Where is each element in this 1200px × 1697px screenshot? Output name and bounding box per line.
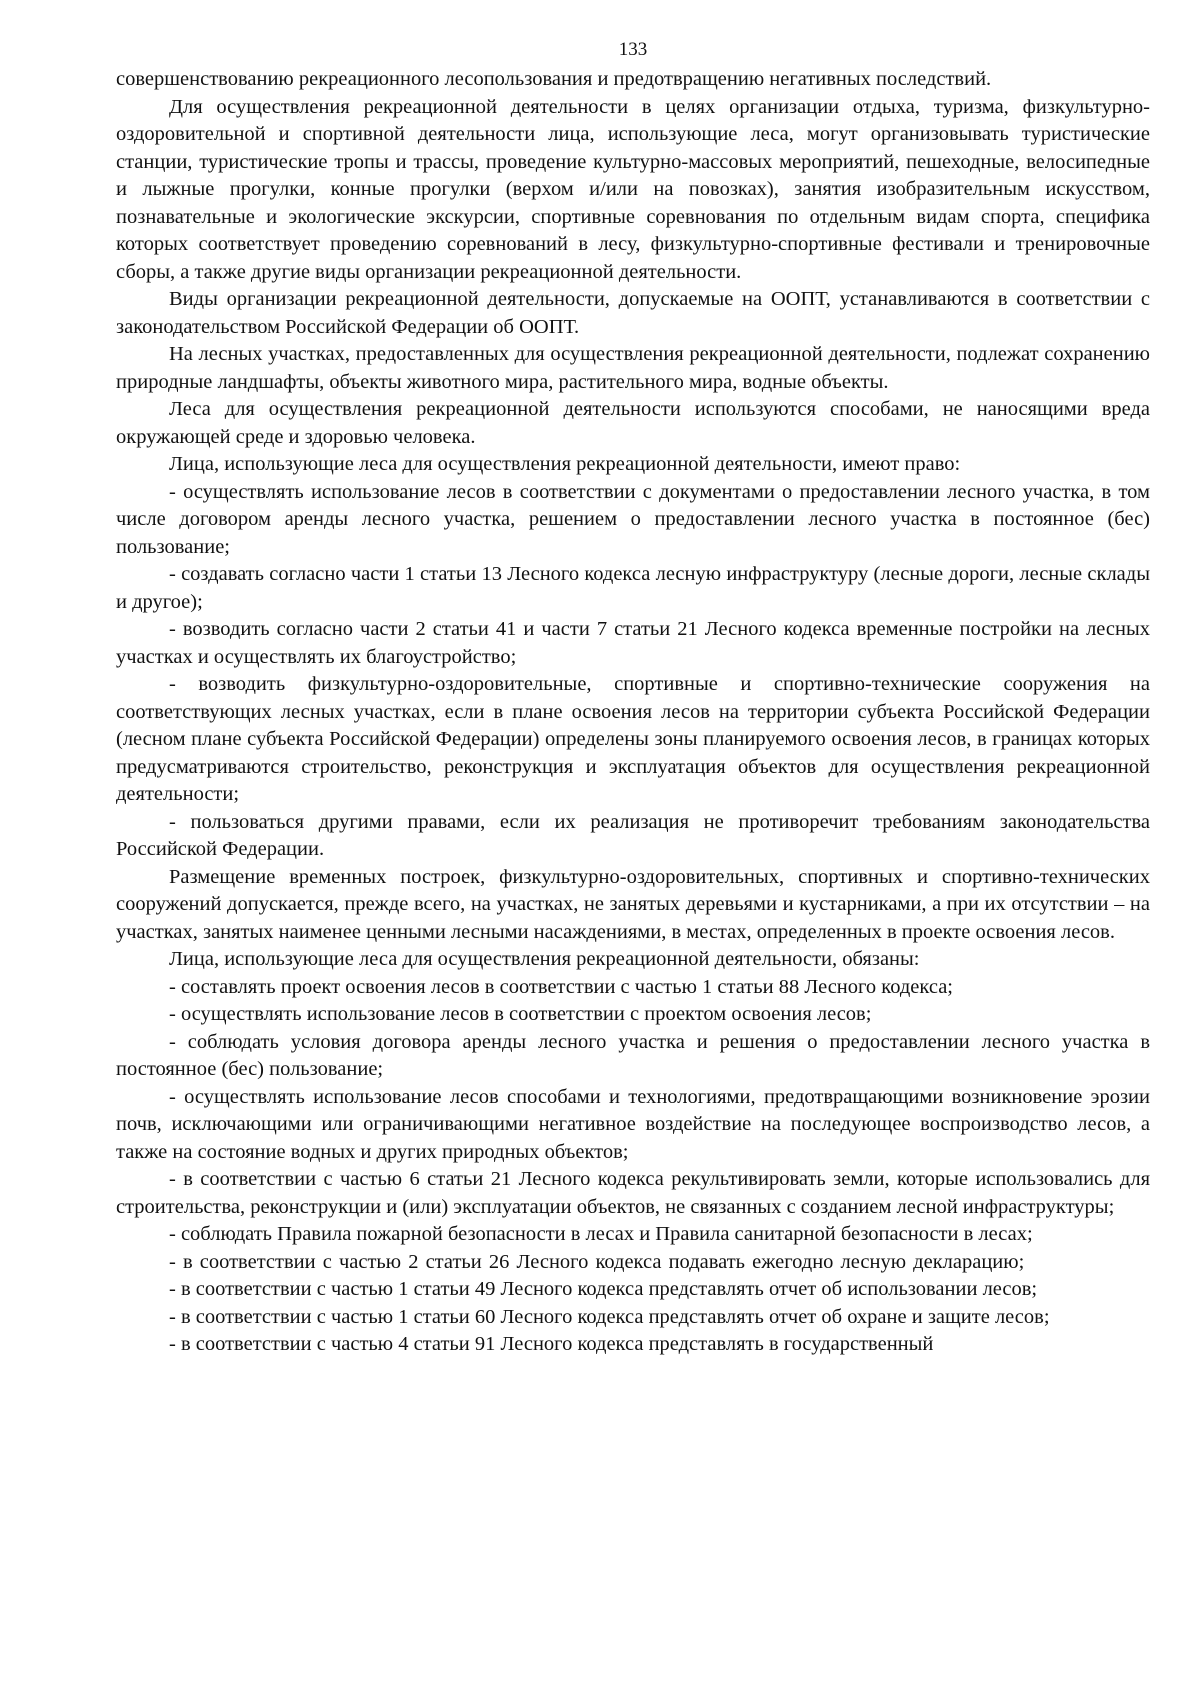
paragraph-7: Размещение временных построек, физкультурно-оздоровительных, спортивных и спортивно-технических сооружений допускается, прежде всего, на участках, не занятых деревьями и кустарниками, а при их отсутствии – на участках, занятых наименее ценными лесными насаждениями, в местах, определенных в проекте освоения лесов. <box>116 865 1150 943</box>
paragraph-4: На лесных участках, предоставленных для осуществления рекреационной деятельности, подлежат сохранению природные ландшафты, объекты животного мира, растительного мира, водные объекты. <box>116 343 1150 393</box>
list-item-duty-1: - составлять проект освоения лесов в соответствии с частью 1 статьи 88 Лесного кодекса; <box>169 975 953 998</box>
list-item-duty-5: - в соответствии с частью 6 статьи 21 Лесного кодекса рекультивировать земли, которые использовались для строительства, реконструкции и (или) эксплуатации объектов, не связанных с созданием лесной инфраструктуры; <box>116 1168 1150 1218</box>
paragraph-2: Для осуществления рекреационной деятельности в целях организации отдыха, туризма, физкультурно-оздоровительной и спортивной деятельности лица, использующие леса, могут организовывать туристические станции, туристические тропы и трассы, проведение культурно-массовых мероприятий, пешеходные, велосипедные и лыжные прогулки, конные прогулки (верхом и/или на повозках), занятия изобразительным искусством, познавательные и экологические экскурсии, спортивные соревнования по отдельным видам спорта, специфика которых соответствует проведению соревнований в лесу, физкультурно-спортивные фестивали и тренировочные сборы, а также другие виды организации рекреационной деятельности. <box>116 95 1150 283</box>
page-number: 133 <box>618 39 648 60</box>
paragraph-3: Виды организации рекреационной деятельности, допускаемые на ООПТ, устанавливаются в соответствии с законодательством Российской Федерации об ООПТ. <box>116 288 1150 338</box>
list-item-right-1: - осуществлять использование лесов в соответствии с документами о предоставлении лесного участка, в том числе договором аренды лесного участка, решением о предоставлении лесного участка в постоянное (бес) пользование; <box>116 480 1150 558</box>
list-item-duty-4: - осуществлять использование лесов способами и технологиями, предотвращающими возникновение эрозии почв, исключающими или ограничивающими негативное воздействие на последующее воспроизводство лесов, а также на состояние водных и других природных объектов; <box>116 1085 1150 1163</box>
list-item-duty-3: - соблюдать условия договора аренды лесного участка и решения о предоставлении лесного участка в постоянное (бес) пользование; <box>116 1030 1150 1080</box>
list-item-duty-2: - осуществлять использование лесов в соответствии с проектом освоения лесов; <box>169 1003 872 1025</box>
list-item-duty-6: - соблюдать Правила пожарной безопасности в лесах и Правила санитарной безопасности в лесах; <box>169 1223 1033 1245</box>
list-item-right-4: - возводить физкультурно-оздоровительные, спортивные и спортивно-технические сооружения на соответствующих лесных участках, если в плане освоения лесов на территории субъекта Российской Федерации (лесном плане субъекта Российской Федерации) определены зоны планируемого освоения лесов, в границах которых предусматриваются строительство, реконструкция и эксплуатация объектов для осуществления рекреационной деятельности; <box>116 673 1150 805</box>
list-item-duty-7: - в соответствии с частью 2 статьи 26 Лесного кодекса подавать ежегодно лесную декларацию; <box>169 1250 1025 1273</box>
paragraph-6: Лица, использующие леса для осуществления рекреационной деятельности, имеют право: <box>169 453 961 475</box>
list-item-duty-8: - в соответствии с частью 1 статьи 49 Лесного кодекса представлять отчет об использовании лесов; <box>169 1278 1038 1300</box>
list-item-right-5: - пользоваться другими правами, если их реализация не противоречит требованиям законодательства Российской Федерации. <box>116 810 1150 860</box>
list-item-right-3: - возводить согласно части 2 статьи 41 и части 7 статьи 21 Лесного кодекса временные постройки на лесных участках и осуществлять их благоустройство; <box>116 618 1150 668</box>
list-item-right-2: - создавать согласно части 1 статьи 13 Лесного кодекса лесную инфраструктуру (лесные дороги, лесные склады и другое); <box>116 563 1150 613</box>
list-item-duty-10: - в соответствии с частью 4 статьи 91 Лесного кодекса представлять в государственный <box>169 1333 934 1355</box>
document-page <box>116 36 1150 1359</box>
list-item-duty-9: - в соответствии с частью 1 статьи 60 Лесного кодекса представлять отчет об охране и защите лесов; <box>169 1305 1050 1328</box>
paragraph-5: Леса для осуществления рекреационной деятельности используются способами, не наносящими вреда окружающей среде и здоровью человека. <box>116 398 1150 448</box>
paragraph-1: совершенствованию рекреационного лесопользования и предотвращению негативных последствий. <box>116 68 992 90</box>
paragraph-8: Лица, использующие леса для осуществления рекреационной деятельности, обязаны: <box>169 948 920 970</box>
